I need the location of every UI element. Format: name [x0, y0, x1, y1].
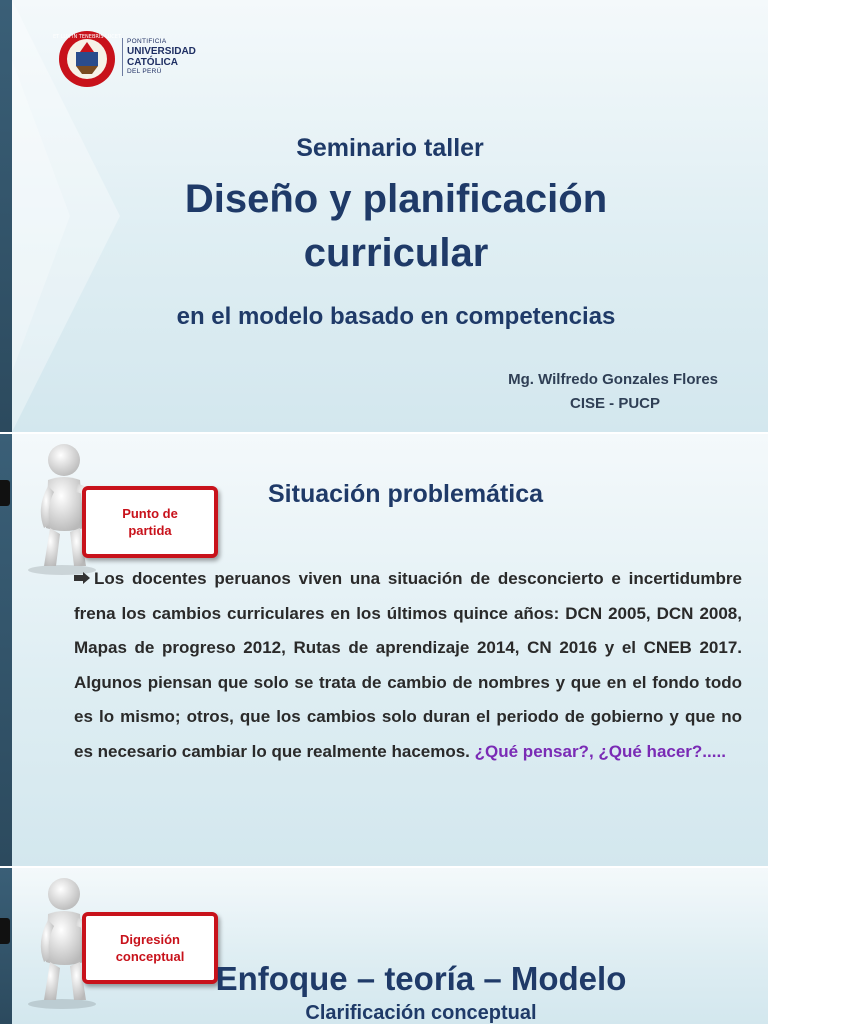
author-name: Mg. Wilfredo Gonzales Flores: [508, 371, 718, 388]
title-slide: [0, 0, 768, 432]
university-logo: [53, 30, 208, 88]
logo-line-pontificia: PONTIFICIA: [127, 38, 167, 45]
concept-slide: [0, 868, 768, 1024]
problem-slide: [0, 434, 768, 866]
university-seal-icon: [53, 30, 121, 88]
university-name: [122, 38, 196, 76]
section-subheading: Clarificación conceptual: [305, 1002, 537, 1024]
logo-line-del-peru: DEL PERÚ: [127, 68, 162, 75]
section-heading: Enfoque – teoría – Modelo: [215, 960, 627, 997]
title-line-1: Diseño y planificación: [184, 177, 608, 221]
slide-side-bar: [0, 868, 12, 1024]
body-paragraph: [74, 562, 742, 770]
sign-line-2: conceptual: [115, 949, 185, 964]
body-text: Los docentes peruanos viven una situación de desconcierto e incertidumbre frena los cambios curriculares en los últimos quince años: DCN 2005, DCN 2008, Mapas de progreso 2012, Rutas de aprendizaje 2014, CN 2016 y el CNEB 2017. Algunos piensan que solo se trata de cambio de nombres y que en el fondo todo es lo mismo; otros, que los cambios solo duran el periodo de gobierno y que no es necesario cambiar lo que realmente hacemos.: [74, 569, 742, 761]
sign-line-2: partida: [128, 523, 172, 538]
closing-question: ¿Qué pensar?, ¿Qué hacer?.....: [474, 741, 726, 761]
title-line-2: curricular: [303, 231, 489, 275]
sign-line-1: Punto de: [122, 506, 178, 521]
person-with-sign-figure: [14, 872, 214, 1022]
seminar-kicker: Seminario taller: [296, 134, 484, 162]
slide-tab-marker: [0, 480, 10, 506]
author-organization: CISE - PUCP: [569, 395, 660, 412]
slide-tab-marker: [0, 918, 10, 944]
presentation-title: [0, 172, 792, 280]
sign-line-1: Digresión: [120, 932, 180, 947]
presentation-subtitle: en el modelo basado en competencias: [176, 303, 616, 330]
logo-line-universidad: UNIVERSIDAD: [127, 46, 196, 57]
svg-text:ET LUX IN TENEBRIS LUCET: ET LUX IN TENEBRIS LUCET: [53, 34, 121, 40]
arrow-bullet-icon: [74, 562, 92, 597]
logo-line-catolica: CATÓLICA: [127, 57, 178, 68]
author-block: [508, 368, 718, 416]
punto-de-partida-sign: [82, 486, 218, 558]
section-heading: Situación problemática: [268, 480, 544, 508]
